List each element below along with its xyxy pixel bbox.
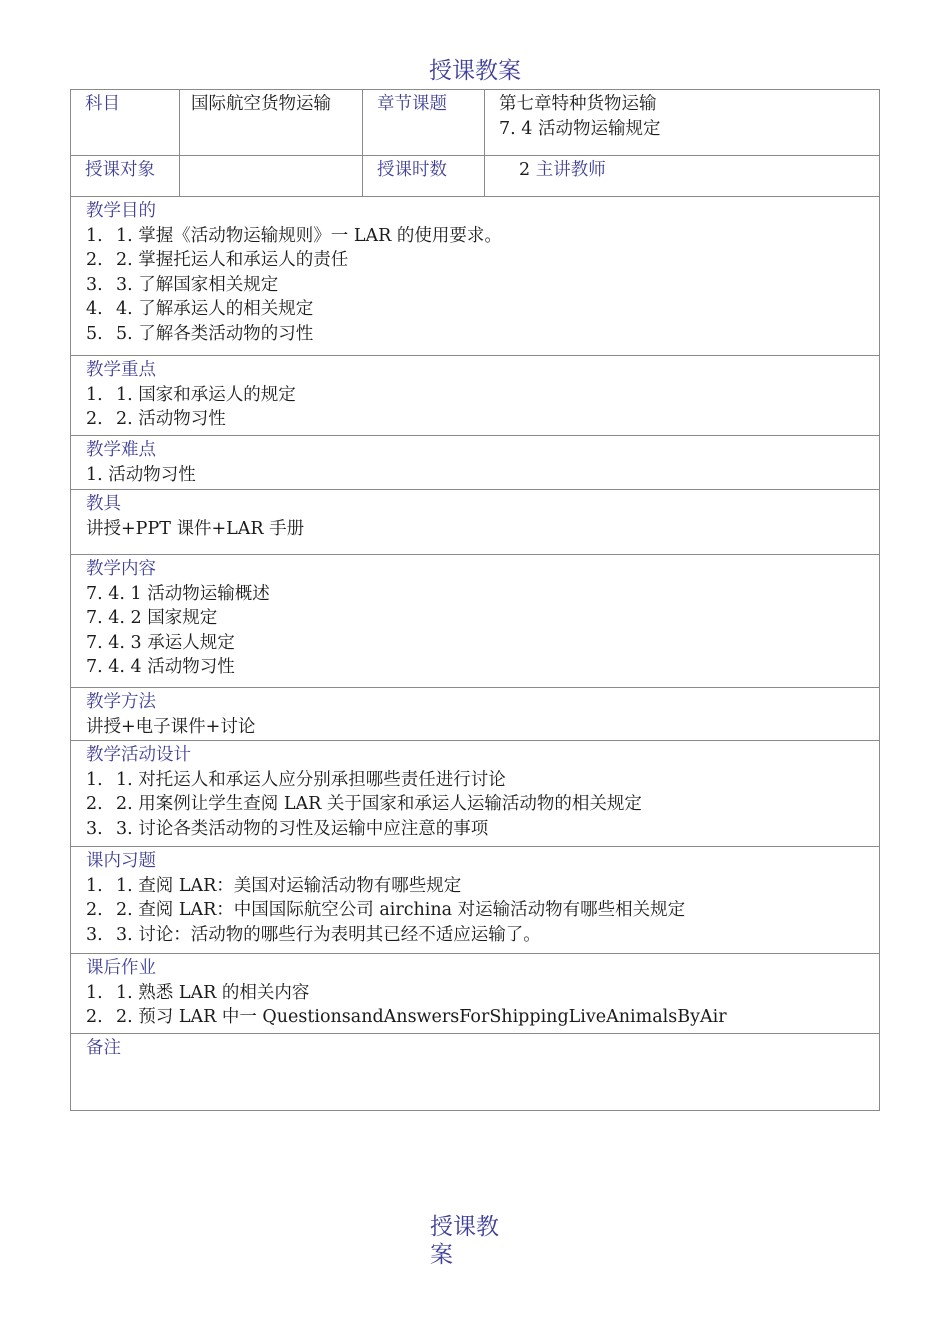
footer-title [430, 1213, 510, 1269]
list-item: 2. 2. 活动物习性 [86, 409, 226, 429]
chapter-line-1: 第七章特种货物运输 [499, 94, 657, 114]
exercises-heading: 课内习题 [86, 851, 156, 871]
content-line: 7. 4. 2 国家规定 [86, 608, 218, 628]
list-item: 1. 1. 国家和承运人的规定 [86, 384, 296, 405]
header-row-audience [71, 156, 879, 197]
list-item: 4. 4. 了解承运人的相关规定 [86, 299, 314, 319]
audience-label: 授课对象 [85, 160, 155, 180]
content-heading: 教学内容 [86, 559, 156, 579]
audience-value [179, 156, 362, 196]
list-item: 5. 5. 了解各类活动物的习性 [86, 323, 314, 344]
difficulties-text: 1. 活动物习性 [86, 464, 196, 485]
key-points-heading: 教学重点 [86, 360, 156, 380]
list-item: 1. 1. 掌握《活动物运输规则》一 LAR 的使用要求。 [86, 225, 502, 246]
subject-label: 科目 [85, 94, 120, 114]
exercises-list [86, 874, 865, 948]
difficulties-heading: 教学难点 [86, 440, 156, 460]
objectives-list [86, 224, 865, 347]
key-points-section [71, 356, 879, 436]
content-section [71, 555, 879, 688]
homework-list [86, 981, 865, 1030]
methods-text: 讲授+电子课件+讨论 [86, 716, 256, 737]
activities-list [86, 768, 865, 842]
methods-section [71, 688, 879, 741]
header-row-subject [71, 90, 879, 156]
content-line: 7. 4. 1 活动物运输概述 [86, 583, 270, 604]
list-item: 1. 1. 熟悉 LAR 的相关内容 [86, 982, 310, 1003]
teacher-label: 主讲教师 [535, 160, 606, 180]
lesson-plan-table [70, 89, 880, 1111]
objectives-section [71, 197, 879, 356]
hours-label: 授课时数 [362, 156, 484, 196]
list-item: 3. 3. 讨论各类活动物的习性及运输中应注意的事项 [86, 818, 489, 839]
activities-heading: 教学活动设计 [86, 745, 191, 765]
methods-heading: 教学方法 [86, 692, 156, 712]
exercises-section [71, 847, 879, 954]
content-line: 7. 4. 3 承运人规定 [86, 632, 235, 653]
list-item: 2. 2. 查阅 LAR：中国国际航空公司 airchina 对运输活动物有哪些相关规定 [86, 900, 686, 920]
tools-section [71, 490, 879, 555]
difficulties-section [71, 436, 879, 490]
tools-text: 讲授+PPT 课件+LAR 手册 [86, 518, 305, 539]
hours-teacher-cell [484, 156, 879, 196]
chapter-label: 章节课题 [362, 90, 484, 155]
key-points-list [86, 383, 865, 432]
homework-section [71, 954, 879, 1034]
chapter-line-2: 7. 4 活动物运输规定 [499, 118, 661, 139]
list-item: 2. 2. 掌握托运人和承运人的责任 [86, 250, 349, 270]
list-item: 1. 1. 查阅 LAR：美国对运输活动物有哪些规定 [86, 875, 462, 896]
page-title: 授课教案 [429, 58, 521, 84]
hours-value: 2 [519, 160, 531, 180]
chapter-value [484, 90, 879, 155]
list-item: 1. 1. 对托运人和承运人应分别承担哪些责任进行讨论 [86, 769, 506, 790]
tools-heading: 教具 [86, 494, 121, 514]
notes-section [71, 1034, 879, 1110]
list-item: 2. 2. 预习 LAR 中一 QuestionsandAnswersForShippingLiveAnimalsByAir [86, 1007, 727, 1027]
activities-section [71, 741, 879, 847]
subject-value: 国际航空货物运输 [179, 90, 362, 155]
homework-heading: 课后作业 [86, 958, 156, 978]
list-item: 2. 2. 用案例让学生查阅 LAR 关于国家和承运人运输活动物的相关规定 [86, 794, 642, 814]
objectives-heading: 教学目的 [86, 201, 156, 221]
content-line: 7. 4. 4 活动物习性 [86, 657, 235, 677]
notes-heading: 备注 [86, 1038, 121, 1058]
footer-title-line-2: 案 [430, 1242, 453, 1268]
footer-title-line-1: 授课教 [430, 1214, 499, 1240]
list-item: 3. 3. 讨论：活动物的哪些行为表明其已经不适应运输了。 [86, 924, 541, 945]
list-item: 3. 3. 了解国家相关规定 [86, 274, 279, 295]
